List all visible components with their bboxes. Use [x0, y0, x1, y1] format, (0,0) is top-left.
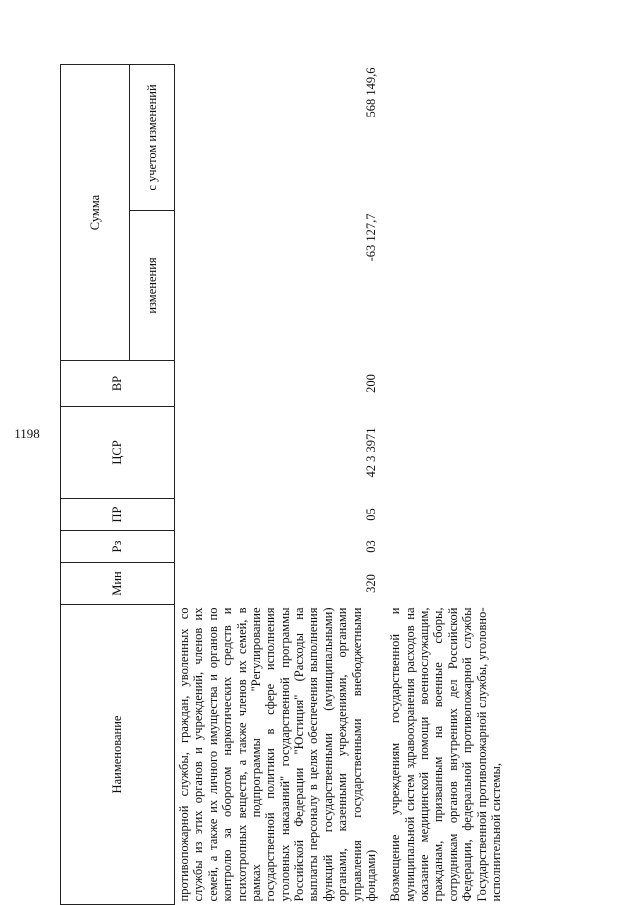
row-csr: 42 3 3971: [363, 427, 378, 478]
row-min: [380, 563, 505, 605]
col-header-rz: Рз: [61, 531, 175, 563]
row-with-change: 568 149,6: [363, 67, 378, 118]
row-vr: [380, 361, 505, 407]
col-header-min: Мин: [61, 563, 175, 605]
col-header-sum-change: изменения: [130, 211, 175, 361]
col-header-csr: ЦСР: [61, 407, 175, 499]
table-header: [61, 65, 175, 905]
budget-table: [60, 64, 505, 905]
row-csr: [380, 407, 505, 499]
row-pr: 05: [363, 508, 378, 521]
row-name: Возмещение учреждениям государственной и муниципальной систем здравоохранения расходов на оказание медицинской помощи военнослужащим, гражданам, призванным на военные сборы, сотрудникам органов внутренних дел Российской Федерации, федеральной противопожарной службы Государственной противопожарной службы, уголовно-исполнительной системы,: [388, 607, 503, 902]
rotated-budget-table: [60, 65, 580, 905]
col-header-vr: ВР: [61, 361, 175, 407]
row-min: 320: [363, 574, 378, 593]
col-header-name: Наименование: [61, 605, 175, 905]
row-rz: [380, 531, 505, 563]
page-number: [12, 426, 42, 442]
row-pr: [380, 499, 505, 531]
row-with-change: [380, 65, 505, 211]
row-vr: 200: [363, 374, 378, 393]
col-header-pr: ПР: [61, 499, 175, 531]
row-change: [380, 211, 505, 361]
page-number-text: 1198: [14, 426, 40, 441]
table-row: [175, 65, 381, 905]
col-header-sum-with-change: с учетом изменений: [130, 65, 175, 211]
row-rz: 03: [363, 540, 378, 553]
table-row: [380, 65, 505, 905]
row-change: -63 127,7: [363, 213, 378, 262]
row-name: противопожарной службы, граждан, уволенных со службы из этих органов и учреждений, членов их семей, а также их личного имущества и органов по контролю за оборотом наркотических средств и психотропных веществ, а также членов их семей, в рамках подпрограммы "Регулирование государственной политики в сфере исполнения уголовных наказаний" государственной программы Российской Федерации "Юстиция" (Расходы на выплаты персоналу в целях обеспечения выполнения функций государственными (муниципальными) органами, казенными учреждениями, органами управления государственными внебюджетными фондами): [177, 607, 378, 902]
col-header-sum: Сумма: [61, 65, 130, 361]
